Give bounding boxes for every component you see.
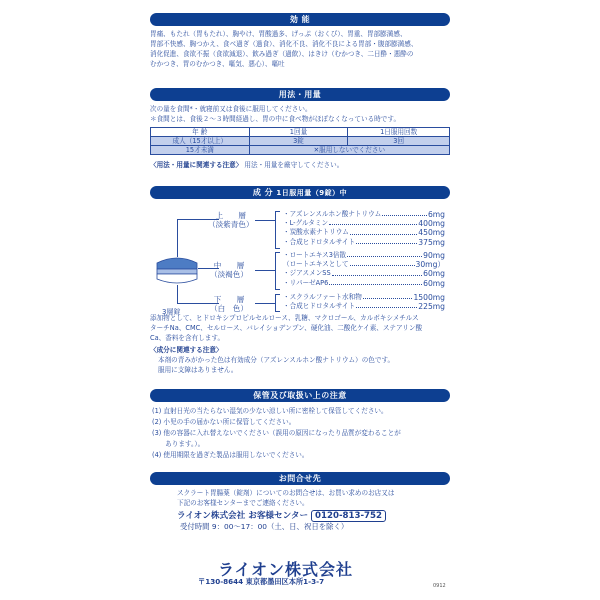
leader-dots [382, 210, 427, 216]
ingredient-row [283, 238, 445, 247]
table-row [151, 146, 450, 155]
ingredient-name: ・合成ヒドロタルサイト [283, 237, 356, 246]
efficacy-line: 消化促進、食欲不振（食欲減退）、飲み過ぎ（過飲）、はきけ（むかつき、二日酔・悪酔の [150, 50, 414, 58]
table-cell: ✕服用しないでください [249, 146, 449, 155]
layer-bottom-ingredients [283, 293, 445, 311]
ingredient-name: ・炭酸水素ナトリウム [283, 228, 349, 237]
ingredient-row [283, 210, 445, 219]
ingredient-row [283, 269, 445, 278]
leader-dots [332, 269, 422, 275]
layer-color: （淡褐色） [210, 270, 248, 279]
additives-line: ターチNa、CMC、セルロース、バレイショデンプン、硬化油、二酸化ケイ素、ステアリン酸 [150, 324, 423, 332]
ingredient-amount: 60mg [423, 278, 445, 288]
ingredient-row [283, 260, 445, 269]
leader-dots [350, 260, 415, 266]
layer-middle-ingredients [283, 251, 445, 288]
connector-line [177, 285, 178, 303]
ingredient-amount: 225mg [418, 302, 445, 312]
ingredient-name: ・ロートエキス3倍散 [283, 251, 347, 259]
ingredient-name: （ロートエキスとして [283, 260, 349, 269]
additives-line: 添加物として、ヒドロキシプロピルセルロース、乳糖、マクロゴール、カルボキシメチルス [150, 314, 419, 322]
storage-item: あります。）。 [152, 440, 205, 448]
storage-item: (2) 小児の手の届かない所に保管してください。 [152, 418, 296, 426]
table-header-cell: 1回量 [249, 128, 348, 137]
ingredients-title: 成 分 [252, 188, 274, 197]
connector-line [255, 270, 275, 271]
customer-center-label: ライオン株式会社 お客様センター [177, 511, 309, 521]
ingredient-amount: 30mg） [415, 260, 445, 270]
dosage-instruction: 次の量を食間*・就寝前又は食後に服用してください。 [150, 105, 312, 113]
layer-color: （白 色） [210, 304, 248, 313]
layer-color: （淡紫青色） [208, 220, 254, 229]
ingredient-amount: 1500mg [413, 293, 445, 302]
layer-name: 下 層 [213, 295, 245, 304]
table-header-row [151, 128, 450, 137]
leader-dots [356, 302, 417, 308]
ingredients-caution-line: 本剤の青みがかった色は有効成分（アズレンスルホン酸ナトリウム）の色です。 [158, 356, 395, 364]
leader-dots [350, 228, 417, 234]
layer-top-ingredients [283, 210, 445, 247]
ingredient-amount: 375mg [418, 237, 445, 247]
contact-header [150, 472, 450, 485]
ingredient-amount: 450mg [418, 228, 445, 238]
dosage-header [150, 88, 450, 101]
efficacy-line: 胃部不快感、胸つかえ、食べ過ぎ（過食）、消化不良、消化不良による胃部・腹部膨満感、 [150, 40, 418, 48]
ingredients-subtitle: 1日服用量（9錠）中 [276, 189, 348, 197]
layer-name: 中 層 [213, 261, 245, 270]
layer-bottom-label [210, 295, 248, 313]
table-header-cell: 1日服用回数 [348, 128, 450, 137]
contact-line: スクラート胃腸薬（錠剤）についてのお問合せは、お買い求めのお店又は [177, 489, 395, 497]
table-cell: 3回 [348, 137, 450, 146]
storage-title: 保管及び取扱い上の注意 [253, 391, 347, 400]
storage-header [150, 389, 450, 402]
dosage-caution-label: 〈用法・用量に関連する注意〉 [150, 161, 243, 169]
dosage-title: 用法・用量 [278, 90, 322, 99]
contact-hours: 受付時間 9：00〜17：00（土、日、祝日を除く） [180, 522, 349, 531]
ingredient-row [283, 228, 445, 237]
connector-line [255, 220, 275, 221]
tablet-label: 3層錠 [162, 308, 181, 316]
dosage-caution-text: 用法・用量を厳守してください。 [244, 161, 344, 169]
table-cell: 成人（15才以上） [151, 137, 250, 146]
connector-line [177, 219, 178, 257]
contact-center [177, 510, 386, 522]
ingredient-row [283, 302, 445, 311]
layer-name: 上 層 [215, 211, 246, 220]
ingredient-row [283, 279, 445, 288]
table-header-cell: 年 齢 [151, 128, 250, 137]
contact-line: 下記のお客様センターまでご連絡ください。 [177, 499, 309, 507]
dosage-caution [150, 161, 343, 171]
ingredient-amount: 60mg [423, 269, 445, 279]
dosage-note: ＊食間とは、食後２〜３時間経過し、胃の中に食べ物がほぼなくなっている時です。 [150, 115, 401, 123]
company-logo: ライオン株式会社 [218, 560, 354, 579]
ingredient-name: ・合成ヒドロタルサイト [283, 302, 356, 311]
ingredient-name: ・スクラルファート水和物 [283, 293, 362, 301]
leader-dots [329, 219, 417, 225]
ingredients-caution-line: 服用に支障はありません。 [158, 366, 238, 374]
ingredient-row [283, 293, 445, 302]
bracket [275, 252, 280, 290]
leader-dots [347, 251, 422, 257]
layer-top-label [208, 211, 254, 229]
ingredients-caution-label: 〈成分に関連する注意〉 [150, 346, 223, 354]
ingredients-header [150, 186, 450, 199]
layer-middle-label [210, 261, 248, 279]
contact-title: お問合せ先 [278, 474, 322, 483]
ingredient-row [283, 251, 445, 260]
storage-item: (3) 他の容器に入れ替えないでください（誤用の原因になったり品質が変わることが [152, 429, 401, 437]
ingredient-name: ・リパーゼAP6 [283, 278, 329, 287]
ingredient-amount: 6mg [427, 210, 445, 219]
ingredient-amount: 90mg [423, 251, 445, 260]
efficacy-line: 胃痛、もたれ（胃もたれ）、胸やけ、胃酸過多、げっぷ（おくび）、胃重、胃部膨満感、 [150, 30, 407, 38]
efficacy-line: むかつき、胃のむかつき、嘔気、悪心）、嘔吐 [150, 60, 285, 68]
leader-dots [363, 293, 413, 299]
leader-dots [329, 279, 422, 285]
table-cell: 3錠 [249, 137, 348, 146]
table-cell: 15才未満 [151, 146, 250, 155]
table-row [151, 137, 450, 146]
efficacy-header [150, 13, 450, 26]
ingredient-name: ・アズレンスルホン酸ナトリウム [283, 210, 382, 218]
connector-line [255, 303, 275, 304]
tablet-icon [156, 255, 198, 287]
additives-line: Ca、香料を含有します。 [150, 334, 225, 342]
dosage-table [150, 127, 450, 155]
bracket [275, 294, 280, 312]
ingredient-name: ・L-グルタミン [283, 219, 329, 228]
storage-item: (1) 直射日光の当たらない湿気の少ない涼しい所に密栓して保管してください。 [152, 407, 388, 415]
print-code: 0912 [433, 583, 446, 589]
ingredient-amount: 400mg [418, 219, 445, 229]
storage-item: (4) 使用期限を過ぎた製品は服用しないでください。 [152, 451, 309, 459]
bracket [275, 211, 280, 249]
efficacy-title: 効 能 [289, 15, 311, 24]
phone-number[interactable]: 0120-813-752 [311, 510, 386, 522]
company-address: 〒130-8644 東京都墨田区本所1-3-7 [198, 577, 325, 586]
ingredient-name: ・ジアスメンSS [283, 269, 331, 278]
leader-dots [356, 238, 417, 244]
